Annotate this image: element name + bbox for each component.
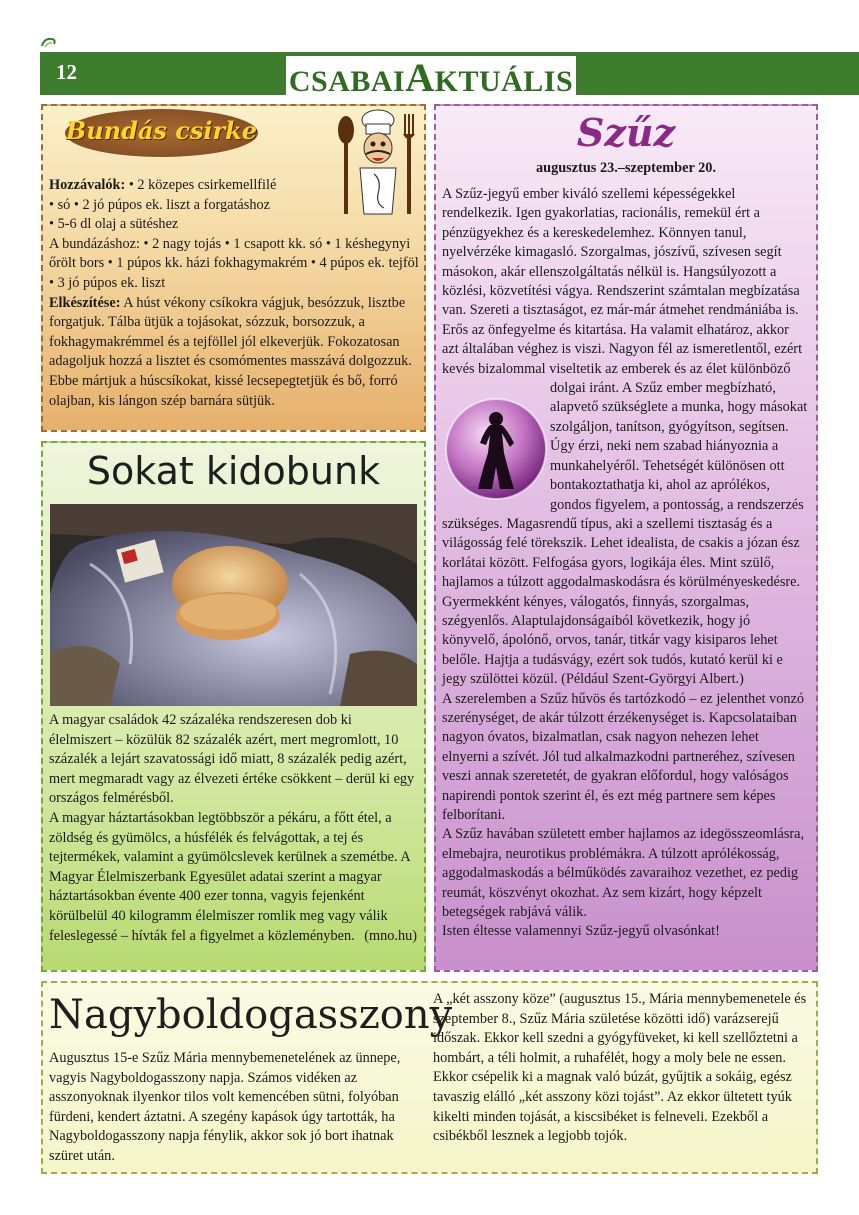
virgo-paragraph: A Szűz havában született ember hajlamos az idegösszeomlásra, elmebajra, neurotikus problémákra. A túlzott aprólékosság, aggodalmaskodás a bélműködés zavaraihoz vezethet, ez pedig reumát, köszvényt okozhat. Az sem kizárt, hogy képzelt betegségek rabjává válik. [442,826,805,921]
recipe-line: A bundázáshoz: • 2 nagy tojás • 1 csapott kk. só • 1 késhegynyi őrölt bors • 1 púpos kk. házi fokhagymakrém • 4 púpos ek. tejföl • 3 jó púpos ek. liszt [49,235,419,291]
virgo-paragraph: A szerelemben a Szűz hűvös és tartózkodó – ez jelenthet vonzó szerénységet, de akár túlzott érzékenységet is. Kapcsolataiban nagyon óvatos, bizalmatlan, csak nagyon nehezen lehet elnyerni a szívét. Jól tud alkalmazkodni partneréhez, szívesen veszi annak szeretetét, de gyakran előfordul, hogy valóságos napirendi pontok szerint él, és ezt még partnere sem képes felborítani. [442,690,805,823]
masthead-initial: A [405,55,435,100]
waste-paragraph: A magyar családok 42 százaléka rendszeresen dob ki élelmiszert – közülük 82 százalék azért, mert megromlott, 10 százalék a lejárt szavatossági idő miatt, 8 százalék pedig azért, mert megmaradt vagy az élvezeti értéke csökkent – derül ki egy országos felmérésből. [49,712,415,807]
recipe-line: Hozzávalók: • 2 közepes csirkemellfilé [49,177,277,193]
masthead-part2: KTUÁLIS [434,65,574,98]
masthead [286,55,576,100]
recipe-line: Elkészítése: A húst vékony csíkokra vágjuk, besózzuk, lisztbe forgatjuk. Tálba ütjük a tojásokat, sózzuk, borsozzuk, a fokhagymakrémmel és a tejföllel jól elkeverjük. Fokozatosan adagoljuk hozzá a lisztet és csomómentes masszává dolgozzuk. Ebbe mártjuk a húscsíkokat, kissé lecsepegtetjük és bő, forró olajban, kis lángon szép barnára sütjük. [49,294,412,409]
assumption-title: Nagyboldogasszony [49,992,453,1038]
preparation-label: Elkészítése: [49,294,121,311]
assumption-right-text [433,990,809,1147]
virgo-dates: augusztus 23.–szeptember 20. [535,160,717,176]
assumption-paragraph: A „két asszony köze” (augusztus 15., Mária mennybemenetele és szeptember 8., Szűz Mária születése közötti idő) varázserejű időszak. Ekkor kell szedni a gyógyfüveket, ki kell szellőztetni a hombárt, a téli holmit, a ruhafélét, hogy a moly bele ne essen. Ekkor csépelik ki a magnak való búzát, gyűjtik a sokáig, egész tavaszig eláll​ó „két asszony közi tojást”. Az ekkor ültetett tyúk kikelti minden tojását, a kiscsibéket is felneveli. Ezekből a csibékből lesznek a legjobb tojók. [433,991,807,1145]
virgo-title: Szűz [576,110,676,155]
waste-title: Sokat kidobunk [86,449,381,493]
virgo-text [442,185,808,942]
ingredients-label: Hozzávalók: [49,177,126,193]
virgo-paragraph: A Szűz-jegyű ember kiváló szellemi képességekkel rendelkezik. Igen gyakorlatias, racionális, remekül ért a pénzügyekhez és a kereskedelemhez. Könnyen tanul, nyelvérzéke kimagasló. Szorgalmas, jószívű, szívesen segít másokon, akár ellenszolgáltatás nélkül is. Hangsúlyozott a közlési, közvetítési vágya. Rendszerint számtalan megbízatása van. Szereti a tisztaságot, ez már-már átmehet rendmániába is. Erős az önfegyelme és kitartása. Ha valamit elhatároz, akkor azt általában véghez is viszi. Nagyon fél az ismeretlentől, ezért kevés bizalommal viseltetik az emberek és az élet különböző dolgai iránt. A Szűz ember megbízható, alapvető szükséglete a munka, hogy másokat szolgáljon, tanítson, gyógyítson, segítsen. Úgy érzi, neki nem szabad hiányoznia a munkahelyéről. Tehetségét különösen ott bontakoztathatja ki, ahol az aprólékos, gondos figyelem, a pontosság, a rendszerzés szükséges. Magasrendű típus, aki a szellemi tisztaság és a világosság felé törekszik. Lehet idealista, de csakis a józan ész korlátai között. Felfogása gyors, logikája éles. Mint szülő, hajlamos a túlzott aggodalmaskodásra és körülményeskedésre. Gyermekként kényes, válogatós, finnyás, szorgalmas, szégyenlős. Alaptulajdonságaiból következik, hogy jó könyvelő, ápolónő, orvos, tanár, titkár vagy kisiparos lehet belőle. Hajtja a tudásvágy, ezért sok tudós, kutató kerül ki e jegy szülöttei közül. (Például Szent-Györgyi Albert.) [442,186,808,688]
recipe-title-badge [65,109,258,157]
bread-in-trash-photo [50,504,417,706]
recipe-line: • só • 2 jó púpos ek. liszt a forgatáshoz [49,196,270,213]
virgo-paragraph: Isten éltesse valamennyi Szűz-jegyű olvasónkat! [442,923,720,940]
corner-swirl-icon [40,36,58,50]
page-number: 12 [56,60,77,84]
assumption-paragraph: Augusztus 15-e Szűz Mária mennybemenetelének az ünnepe, vagyis Nagyboldogasszony napja. Számos vidéken az asszonyoknak ilyenkor tilos volt kemencében sütni, folyóban fürdeni, kendert áztatni. A szegény kapások úgy tartották, ha Nagyboldogasszony napja fénylik, akkor sok jó bort ihatnak szüret után. [49,1050,401,1164]
assumption-left-text [49,1049,417,1167]
waste-paragraph: A magyar háztartásokban legtöbbször a pékáru, a főtt étel, a zöldség és gyümölcs, a húsfélék és felvágottak, a tej és tejtermékek, valamint a gyümölcslevek kerülnek a szemétbe. A Magyar Élelmiszerbank Egyesület adatai szerint a magyar háztartásokban évente 400 ezer tonna, vagyis fejenként körülbelül 40 kilogramm élelmiszer romlik meg vagy válik feleslegessé – hívták fel a figyelmet a közleményben. (mno.hu) [49,809,417,946]
virgo-silhouette-emblem [444,397,548,501]
recipe-line: • 5-6 dl olaj a sütéshez [49,216,179,233]
recipe-text [49,176,419,411]
waste-text [49,711,417,946]
waste-source: (mno.hu) [364,927,417,944]
masthead-part1: CSABAI [288,65,406,98]
recipe-title: Bundás csirke [65,116,258,145]
